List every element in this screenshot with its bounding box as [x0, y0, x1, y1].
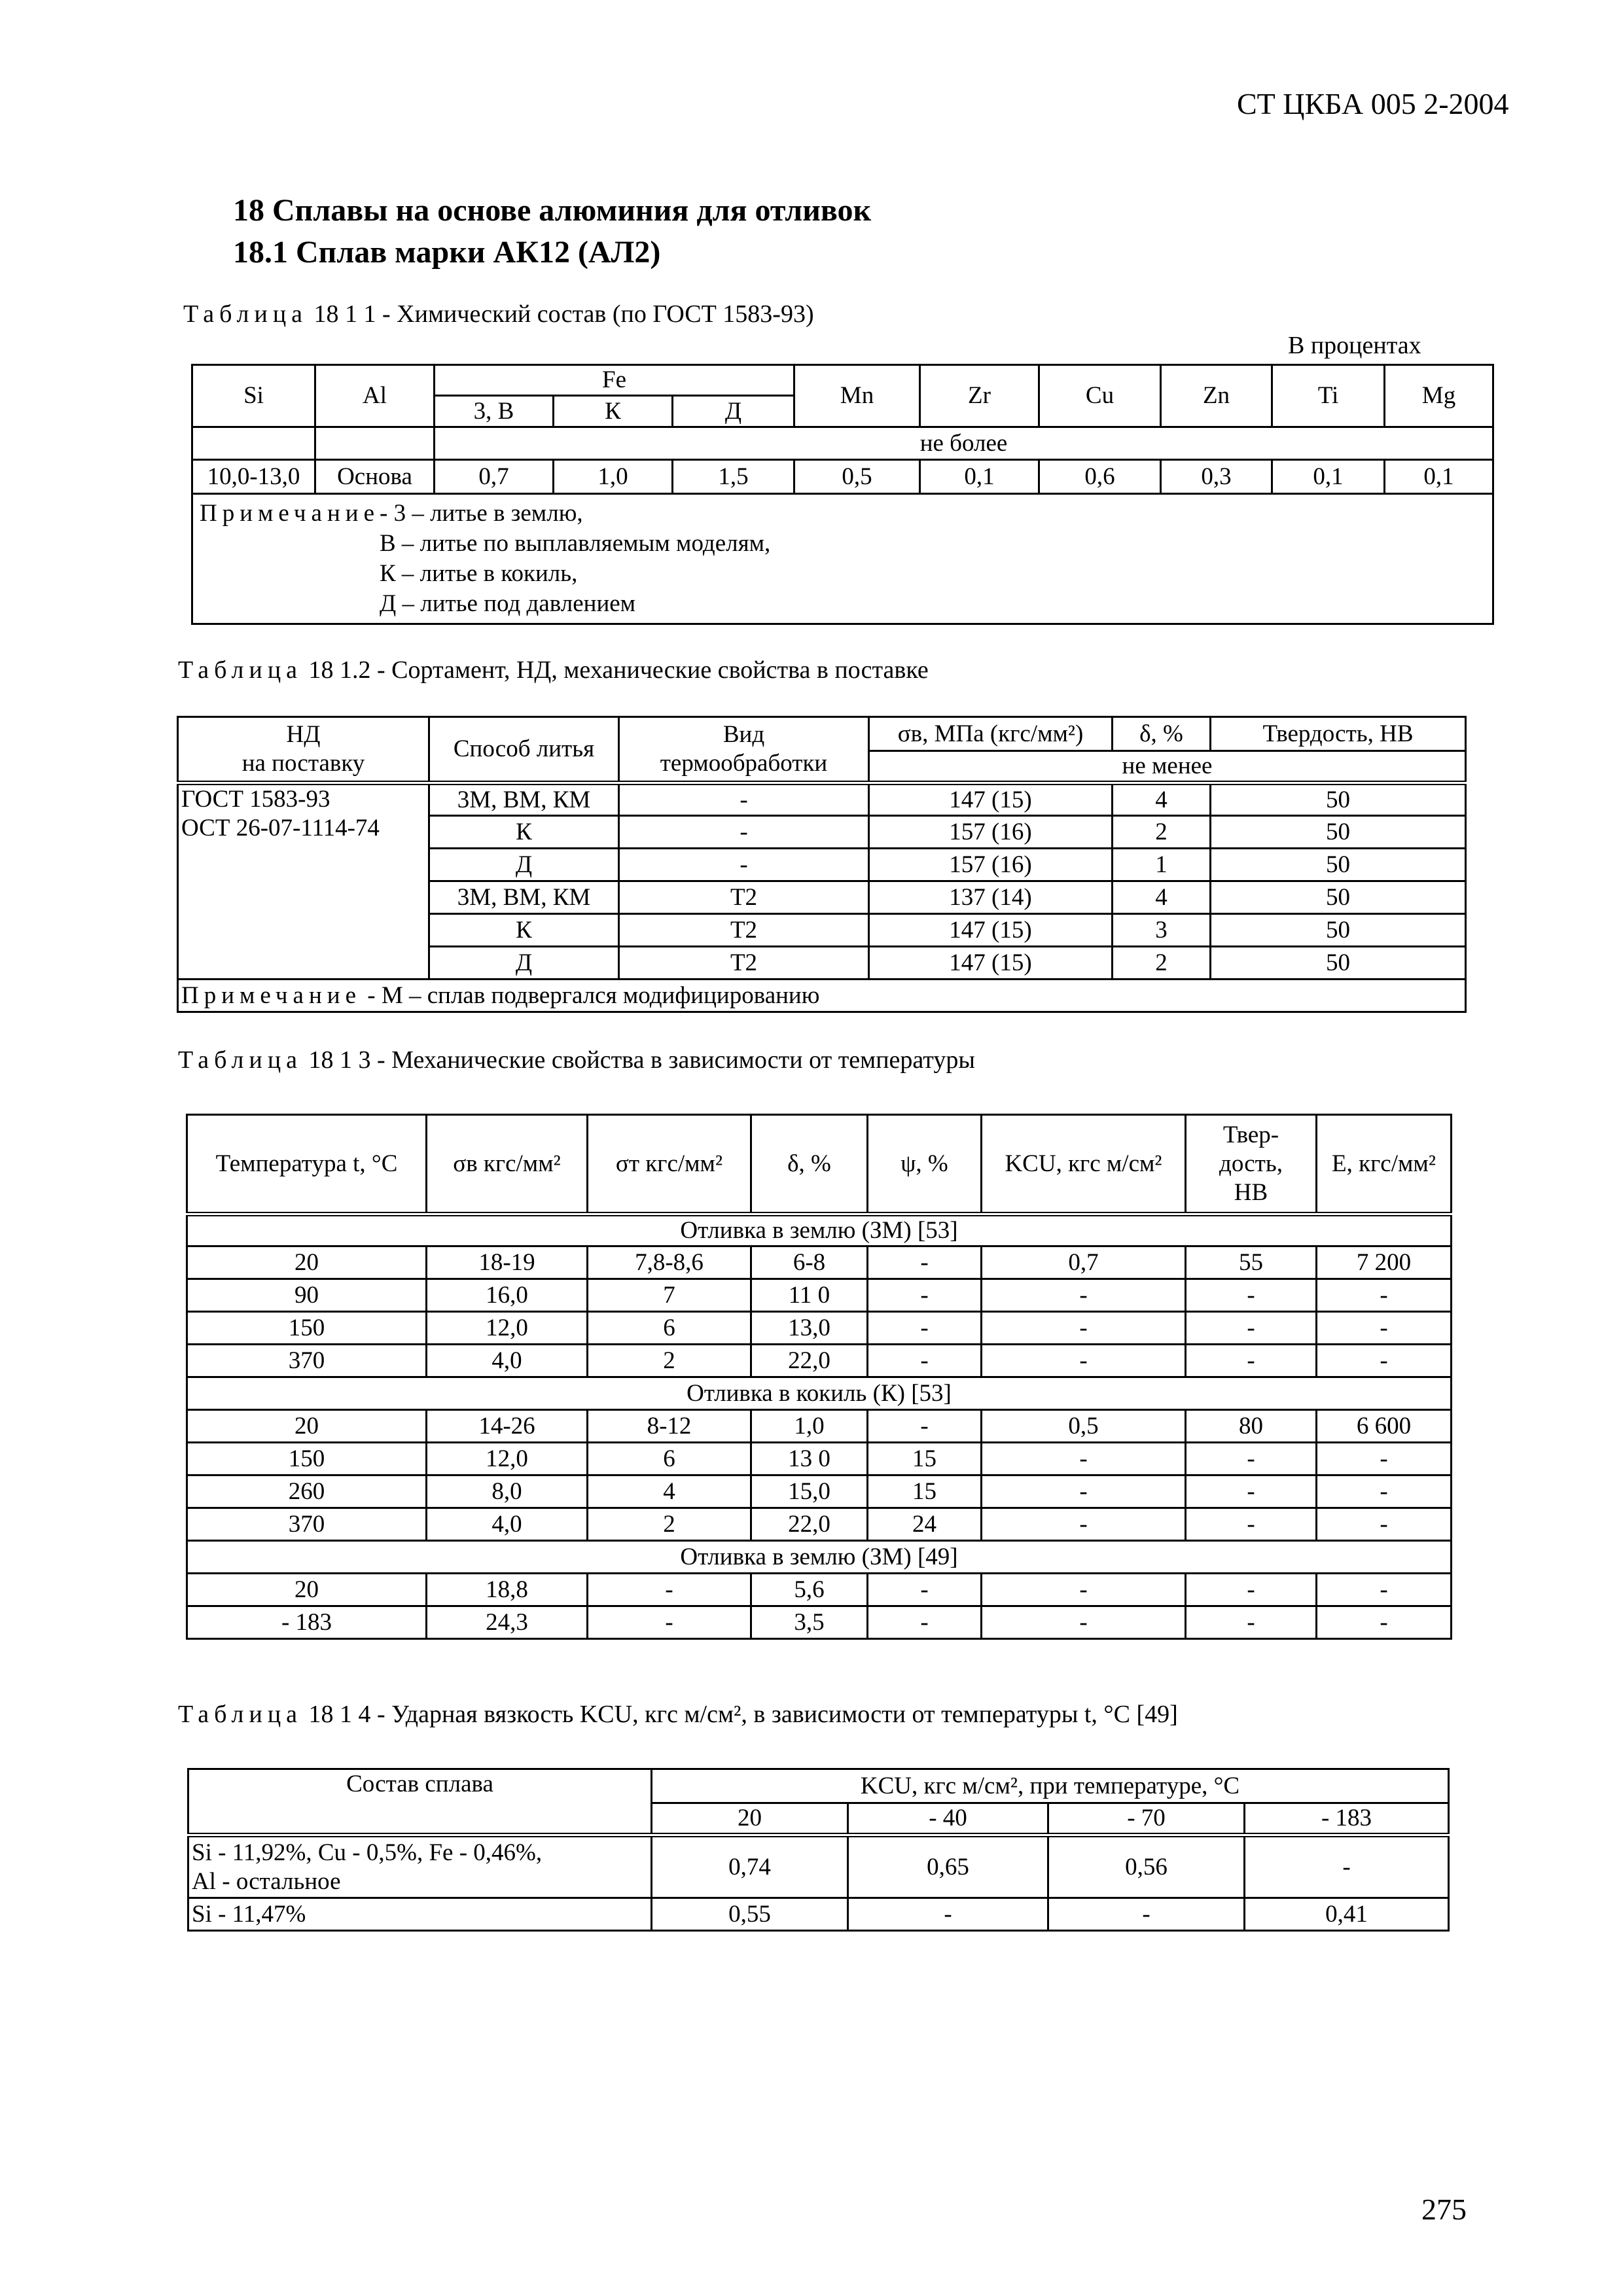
limit-label: не более	[435, 427, 1493, 460]
table-cell: 22,0	[751, 1508, 868, 1541]
table-cell: 50	[1211, 816, 1466, 849]
table-cell: 16,0	[427, 1279, 588, 1312]
table-cell: 2	[588, 1508, 751, 1541]
table-cell: 3М, ВМ, КМ	[429, 881, 619, 914]
table-cell: 15,0	[751, 1475, 868, 1508]
table-cell: -	[868, 1246, 982, 1279]
table-cell: 6	[588, 1312, 751, 1345]
caption-number: 18 1 3	[308, 1046, 371, 1074]
composition-cell	[188, 1835, 652, 1898]
table-cell: -	[1317, 1475, 1452, 1508]
table-cell: -	[1048, 1898, 1245, 1931]
table-cell: 50	[1211, 849, 1466, 881]
header-psi: ψ, %	[868, 1115, 982, 1214]
table-cell: 12,0	[427, 1312, 588, 1345]
header-ti: Ti	[1272, 365, 1385, 427]
caption-prefix: Таблица	[183, 300, 308, 328]
table-cell: 260	[187, 1475, 427, 1508]
table-cell: -	[982, 1345, 1186, 1377]
table-cell: 20	[187, 1246, 427, 1279]
group-title: Отливка в кокиль (К) [53]	[187, 1377, 1452, 1410]
table-cell: 0,56	[1048, 1835, 1245, 1898]
table-cell: -	[982, 1508, 1186, 1541]
table-3-caption	[178, 1046, 975, 1074]
header-temp: - 70	[1048, 1803, 1245, 1835]
table-cell: -	[868, 1606, 982, 1639]
header-kcu: KCU, кгс м/см²	[982, 1115, 1186, 1214]
table-cell: 0,65	[848, 1835, 1048, 1898]
note-line: В – литье по выплавляемым моделям,	[380, 530, 771, 557]
table-cell: 137 (14)	[869, 881, 1113, 914]
header-si: Si	[192, 365, 315, 427]
table-cell: 24	[868, 1508, 982, 1541]
header-al: Al	[315, 365, 435, 427]
table-cell: 10,0-13,0	[192, 460, 315, 494]
header-nd-line: на поставку	[241, 750, 365, 777]
table-cell: 150	[187, 1312, 427, 1345]
table-cell: 18-19	[427, 1246, 588, 1279]
table-cell: 7,8-8,6	[588, 1246, 751, 1279]
table-cell: 1,0	[751, 1410, 868, 1443]
table-cell: 0,74	[652, 1835, 848, 1898]
standard-doc: ГОСТ 1583-93	[181, 786, 330, 813]
table-2-caption	[178, 656, 929, 684]
table-cell: -	[588, 1574, 751, 1606]
table-cell: 50	[1211, 783, 1466, 816]
standards-cell	[178, 783, 429, 980]
table-cell: -	[1317, 1312, 1452, 1345]
table-cell: К	[429, 914, 619, 947]
chemical-composition-table	[191, 364, 1494, 625]
table-cell: 8,0	[427, 1475, 588, 1508]
table-cell: 157 (16)	[869, 849, 1113, 881]
table-cell: Д	[429, 849, 619, 881]
note-prefix: Примечание	[200, 500, 380, 527]
table-cell: -	[1186, 1279, 1317, 1312]
header-fe: Fe	[435, 365, 794, 396]
table-4-caption	[178, 1700, 1178, 1729]
header-delta: δ, %	[1113, 717, 1211, 751]
table-cell: 6	[588, 1443, 751, 1475]
note-prefix: Примечание	[181, 981, 361, 1009]
header-sigma-b: σв кгс/мм²	[427, 1115, 588, 1214]
table-cell: 13,0	[751, 1312, 868, 1345]
table-cell: 2	[1113, 947, 1211, 980]
composition-cell: Si - 11,47%	[188, 1898, 652, 1931]
table-cell: 4	[1113, 783, 1211, 816]
table-cell: -	[868, 1279, 982, 1312]
impact-toughness-table	[187, 1768, 1450, 1932]
table-cell: 0,6	[1039, 460, 1161, 494]
table-cell: 150	[187, 1443, 427, 1475]
table-cell: 4	[588, 1475, 751, 1508]
table-cell: Д	[429, 947, 619, 980]
header-composition: Состав сплава	[188, 1769, 652, 1835]
header-sigma-t: σт кгс/мм²	[588, 1115, 751, 1214]
table-cell: 6 600	[1317, 1410, 1452, 1443]
group-title: Отливка в землю (ЗМ) [49]	[187, 1541, 1452, 1574]
table-cell: 1,0	[554, 460, 673, 494]
table-cell: 3,5	[751, 1606, 868, 1639]
note-line: - 3 – литье в землю,	[380, 500, 583, 527]
table-cell: -	[982, 1606, 1186, 1639]
table-cell: 80	[1186, 1410, 1317, 1443]
table-cell: -	[868, 1345, 982, 1377]
note-line: Д – литье под давлением	[380, 590, 636, 617]
table-cell: 370	[187, 1345, 427, 1377]
table-cell: -	[1317, 1345, 1452, 1377]
table-cell: -	[1186, 1345, 1317, 1377]
table-cell: -	[1317, 1606, 1452, 1639]
table-cell: 15	[868, 1475, 982, 1508]
table-cell: 4	[1113, 881, 1211, 914]
note-body	[380, 499, 770, 619]
table-cell: 4,0	[427, 1508, 588, 1541]
header-fe-die: Д	[673, 396, 794, 427]
table-cell: 7 200	[1317, 1246, 1452, 1279]
header-temp: 20	[652, 1803, 848, 1835]
header-modulus: Е, кгс/мм²	[1317, 1115, 1452, 1214]
header-nd-line: НД	[286, 721, 321, 748]
table-cell: -	[1186, 1606, 1317, 1639]
table-cell: К	[429, 816, 619, 849]
header-temp: Температура t, °С	[187, 1115, 427, 1214]
header-sigma: σв, МПа (кгс/мм²)	[869, 717, 1113, 751]
page-number: 275	[1421, 2193, 1467, 2226]
table-cell: 6-8	[751, 1246, 868, 1279]
table-cell: -	[1186, 1475, 1317, 1508]
delivery-properties-table	[177, 716, 1467, 1013]
table-cell: 2	[588, 1345, 751, 1377]
header-fe-chill: К	[554, 396, 673, 427]
table-cell: -	[1186, 1443, 1317, 1475]
header-fe-sand: 3, В	[435, 396, 554, 427]
table-cell: -	[1317, 1508, 1452, 1541]
header-kcu: KCU, кгс м/см², при температуре, °С	[652, 1769, 1449, 1803]
table-cell: -	[1245, 1835, 1449, 1898]
header-hb: Твердость, НВ	[1211, 717, 1466, 751]
caption-prefix: Таблица	[178, 1701, 303, 1728]
table-cell: 50	[1211, 947, 1466, 980]
header-nd	[178, 717, 429, 783]
table-cell: -	[982, 1475, 1186, 1508]
header-heat	[619, 717, 869, 783]
section-heading	[233, 190, 871, 274]
table-cell: -	[1186, 1574, 1317, 1606]
caption-text: - Химический состав (по ГОСТ 1583-93)	[382, 300, 814, 328]
table-cell: 22,0	[751, 1345, 868, 1377]
caption-number: 18 1.2	[308, 656, 371, 684]
table-cell: 0,3	[1161, 460, 1272, 494]
table-cell: 20	[187, 1574, 427, 1606]
header-delta: δ, %	[751, 1115, 868, 1214]
table-cell: -	[619, 783, 869, 816]
header-heat-line: термообработки	[660, 750, 828, 777]
table-cell: 8-12	[588, 1410, 751, 1443]
table-cell: 4,0	[427, 1345, 588, 1377]
standard-code: СТ ЦКБА 005 2-2004	[1237, 87, 1509, 120]
table-cell: 370	[187, 1508, 427, 1541]
caption-number: 18 1 1	[313, 300, 376, 328]
table-cell: 3М, ВМ, КМ	[429, 783, 619, 816]
composition-line: Al - остальное	[192, 1867, 341, 1895]
table-cell: 147 (15)	[869, 914, 1113, 947]
table-1-unit: В процентах	[1288, 332, 1421, 359]
table-cell: -	[1186, 1508, 1317, 1541]
table-cell: 0,7	[435, 460, 554, 494]
header-cu: Cu	[1039, 365, 1161, 427]
table-cell: 3	[1113, 914, 1211, 947]
table-cell: 20	[187, 1410, 427, 1443]
table-cell: 157 (16)	[869, 816, 1113, 849]
table-cell: 13 0	[751, 1443, 868, 1475]
table-cell: 2	[1113, 816, 1211, 849]
table-cell: Т2	[619, 881, 869, 914]
table-cell: 50	[1211, 914, 1466, 947]
header-zn: Zn	[1161, 365, 1272, 427]
table-cell: -	[1186, 1312, 1317, 1345]
table-cell: 0,1	[920, 460, 1039, 494]
header-method: Способ литья	[429, 717, 619, 783]
table-cell: 55	[1186, 1246, 1317, 1279]
table-cell: 0,41	[1245, 1898, 1449, 1931]
header-zr: Zr	[920, 365, 1039, 427]
header-heat-line: Вид	[722, 721, 765, 748]
table-cell: 50	[1211, 881, 1466, 914]
table-cell: 147 (15)	[869, 783, 1113, 816]
table-1-note	[192, 494, 1493, 624]
table-cell: 5,6	[751, 1574, 868, 1606]
table-cell: 0,1	[1385, 460, 1493, 494]
table-cell: 18,8	[427, 1574, 588, 1606]
header-hardness: Твер- дость, НВ	[1186, 1115, 1317, 1214]
caption-prefix: Таблица	[178, 656, 303, 684]
table-cell: -	[868, 1410, 982, 1443]
table-cell: 12,0	[427, 1443, 588, 1475]
table-cell: -	[982, 1574, 1186, 1606]
section-title: 18 Сплавы на основе алюминия для отливок	[233, 193, 872, 228]
table-2-note	[178, 980, 1466, 1012]
table-cell: -	[1317, 1443, 1452, 1475]
table-1-caption	[183, 300, 814, 328]
table-cell: 7	[588, 1279, 751, 1312]
caption-number: 18 1 4	[308, 1701, 371, 1728]
table-cell: 11 0	[751, 1279, 868, 1312]
table-cell: -	[982, 1443, 1186, 1475]
table-cell: -	[619, 816, 869, 849]
table-cell: 0,55	[652, 1898, 848, 1931]
table-cell: -	[619, 849, 869, 881]
table-cell: Основа	[315, 460, 435, 494]
composition-line: Si - 11,92%, Cu - 0,5%, Fe - 0,46%,	[192, 1839, 543, 1866]
table-cell: 0,5	[794, 460, 920, 494]
table-cell: -	[848, 1898, 1048, 1931]
table-cell: Т2	[619, 947, 869, 980]
table-cell: -	[1317, 1574, 1452, 1606]
table-cell: Т2	[619, 914, 869, 947]
caption-prefix: Таблица	[178, 1046, 303, 1074]
caption-text: - Сортамент, НД, механические свойства в поставке	[377, 656, 929, 684]
table-cell: 1	[1113, 849, 1211, 881]
table-cell: 90	[187, 1279, 427, 1312]
min-label: не менее	[869, 751, 1466, 783]
caption-text: - Ударная вязкость KCU, кгс м/см², в зависимости от температуры t, °С [49]	[377, 1701, 1178, 1728]
temperature-properties-table	[186, 1114, 1452, 1640]
table-cell: 1,5	[673, 460, 794, 494]
header-temp: - 183	[1245, 1803, 1449, 1835]
table-cell: 0,1	[1272, 460, 1385, 494]
table-cell: -	[1317, 1279, 1452, 1312]
table-cell: 14-26	[427, 1410, 588, 1443]
table-cell: 15	[868, 1443, 982, 1475]
table-cell: -	[588, 1606, 751, 1639]
section-subtitle: 18.1 Сплав марки АК12 (АЛ2)	[233, 235, 661, 270]
table-cell: 0,7	[982, 1246, 1186, 1279]
group-title: Отливка в землю (ЗМ) [53]	[187, 1214, 1452, 1246]
table-cell: 147 (15)	[869, 947, 1113, 980]
table-cell: -	[982, 1312, 1186, 1345]
table-cell: -	[982, 1279, 1186, 1312]
table-cell: -	[868, 1312, 982, 1345]
table-cell: -	[868, 1574, 982, 1606]
table-cell: - 183	[187, 1606, 427, 1639]
header-mn: Mn	[794, 365, 920, 427]
table-cell: 0,5	[982, 1410, 1186, 1443]
header-temp: - 40	[848, 1803, 1048, 1835]
note-line: К – литье в кокиль,	[380, 560, 578, 587]
note-body: - М – сплав подвергался модифицированию	[367, 981, 820, 1009]
table-cell: 24,3	[427, 1606, 588, 1639]
caption-text: - Механические свойства в зависимости от температуры	[377, 1046, 975, 1074]
standard-doc: ОСТ 26-07-1114-74	[181, 815, 380, 841]
header-mg: Mg	[1385, 365, 1493, 427]
